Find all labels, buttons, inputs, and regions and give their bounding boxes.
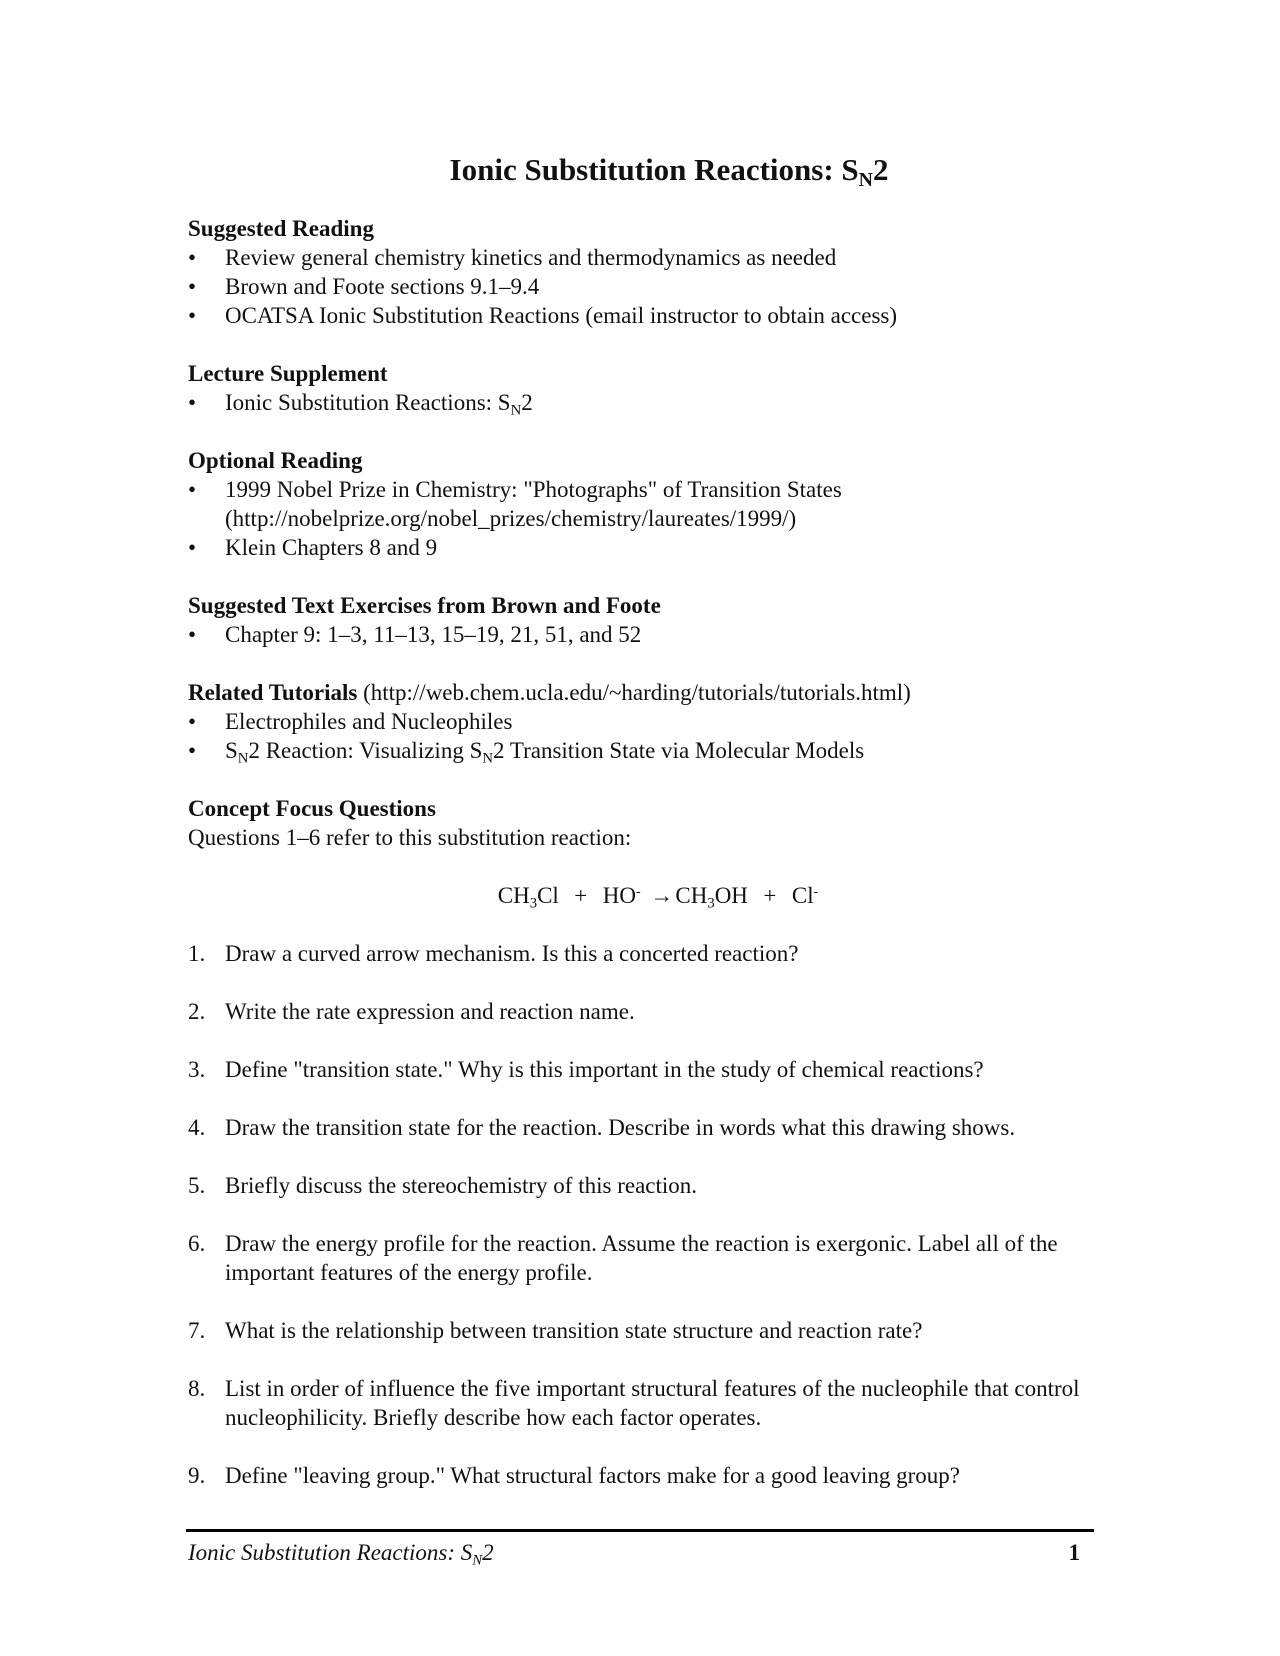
- question-item: 9. Define "leaving group." What structural factors make for a good leaving group?: [188, 1463, 960, 1488]
- list-item: • Ionic Substitution Reactions: $S_N2$: [188, 388, 1088, 417]
- related-tutorials-section: [188, 678, 1088, 765]
- list-item: • Klein Chapters 8 and 9: [188, 533, 1088, 562]
- page-title: Ionic Substitution Reactions: $S_N2$: [449, 152, 889, 191]
- question-item: 6. Draw the energy profile for the reaction. Assume the reaction is exergonic. Label all of the important features of the energy profile.: [188, 1231, 1058, 1285]
- question-item: 2. Write the rate expression and reaction name.: [188, 999, 635, 1024]
- footer-title: Ionic Substitution Reactions: $S_N2$: [188, 1540, 494, 1569]
- list-item: • Brown and Foote sections 9.1–9.4: [188, 272, 1088, 301]
- section-heading: Optional Reading: [188, 448, 363, 473]
- question-item: 8. List in order of influence the five important structural features of the nucleophile that control nucleophilicity. Briefly describe how each factor operates.: [188, 1376, 1080, 1430]
- list-item: • Chapter 9: 1–3, 11–13, 15–19, 21, 51, and 52: [188, 620, 1088, 649]
- list-item: • 1999 Nobel Prize in Chemistry: "Photographs" of Transition States (http://nobelprize.org/nobel_prizes/chemistry/laureates/1999/): [188, 475, 1088, 533]
- tutorials-link: (http://web.chem.ucla.edu/~harding/tutorials/tutorials.html): [363, 680, 911, 705]
- lecture-supplement-list: [188, 388, 1088, 417]
- nobel-link: (http://nobelprize.org/nobel_prizes/chemistry/laureates/1999/): [225, 506, 797, 531]
- list-item: • $S_N2$ Reaction: Visualizing $S_N2$ Transition State via Molecular Models: [188, 736, 1088, 765]
- concept-focus-intro: Questions 1–6 refer to this substitution reaction:: [188, 825, 632, 850]
- list-item: • OCATSA Ionic Substitution Reactions (email instructor to obtain access): [188, 301, 1088, 330]
- page-content: [188, 150, 1088, 1519]
- related-tutorials-header: [188, 678, 1088, 707]
- reaction-arrow-icon: →: [650, 883, 674, 908]
- suggested-reading-list: [188, 243, 1088, 330]
- list-item: • Review general chemistry kinetics and thermodynamics as needed: [188, 243, 1088, 272]
- optional-reading-section: [188, 446, 1088, 562]
- list-item: • Electrophiles and Nucleophiles: [188, 707, 1088, 736]
- question-item: 1. Draw a curved arrow mechanism. Is this a concerted reaction?: [188, 941, 799, 966]
- lecture-supplement-section: [188, 359, 1088, 417]
- question-item: 5. Briefly discuss the stereochemistry of this reaction.: [188, 1173, 698, 1198]
- optional-reading-list: [188, 475, 1088, 562]
- reaction-equation: $CH_3Cl + HO^- \to CH_3OH + Cl^-$: [497, 883, 819, 912]
- suggested-reading-section: [188, 214, 1088, 330]
- question-item: 7. What is the relationship between transition state structure and reaction rate?: [188, 1318, 923, 1343]
- section-heading: Suggested Text Exercises from Brown and Foote: [188, 593, 661, 618]
- question-item: 4. Draw the transition state for the reaction. Describe in words what this drawing shows.: [188, 1115, 1016, 1140]
- question-item: 3. Define "transition state." Why is this important in the study of chemical reactions?: [188, 1057, 984, 1082]
- concept-focus-section: [188, 794, 1088, 1490]
- footer-divider: [186, 1529, 1094, 1532]
- question-list: [188, 939, 1088, 1490]
- section-heading: Concept Focus Questions: [188, 796, 436, 821]
- section-heading: Suggested Reading: [188, 216, 374, 241]
- page-number: 1: [1068, 1540, 1080, 1565]
- section-heading: Related Tutorials: [188, 680, 358, 705]
- text-exercises-section: [188, 591, 1088, 649]
- section-heading: Lecture Supplement: [188, 361, 388, 386]
- related-tutorials-list: [188, 707, 1088, 765]
- text-exercises-list: [188, 620, 1088, 649]
